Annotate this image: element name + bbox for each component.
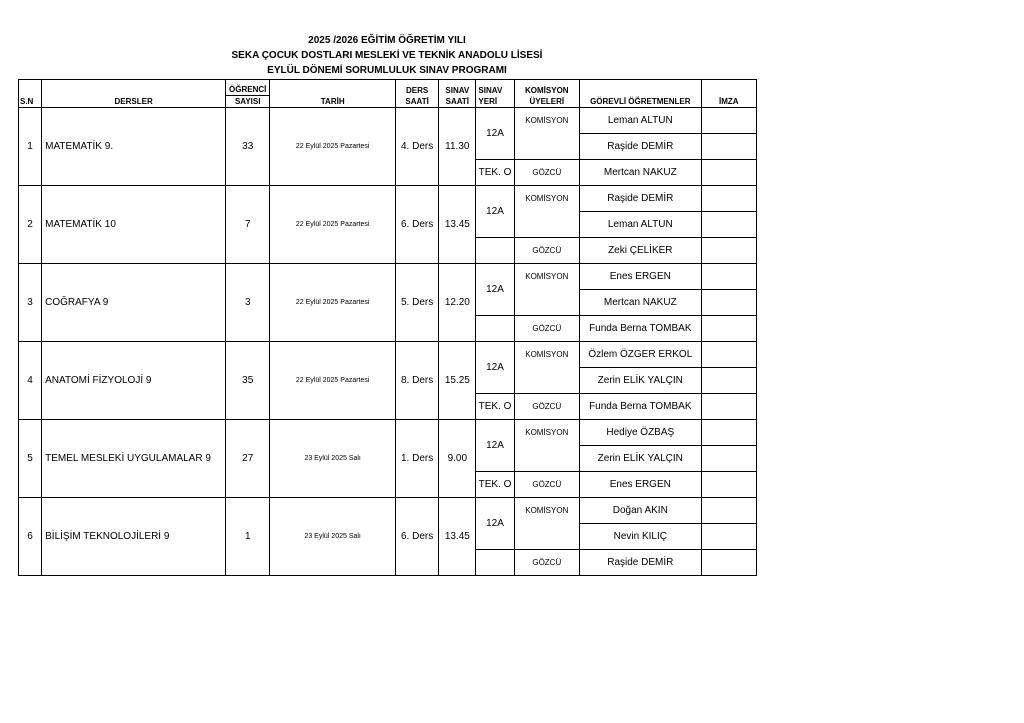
commission-role-cell: KOMİSYON (514, 264, 579, 290)
course-name-cell: MATEMATİK 10 (42, 186, 226, 264)
commission-role-cell (514, 290, 579, 316)
teacher-name-cell: Raşide DEMİR (579, 186, 701, 212)
col-header-gorevli: GÖREVLİ ÖĞRETMENLER (579, 80, 701, 108)
exam-date-cell: 23 Eylül 2025 Salı (270, 498, 396, 576)
commission-role-cell: KOMİSYON (514, 342, 579, 368)
commission-role-cell (514, 212, 579, 238)
exam-room-extra-cell: TEK. O (476, 472, 514, 498)
commission-role-cell: GÖZCÜ (514, 160, 579, 186)
teacher-name-cell: Hediye ÖZBAŞ (579, 420, 701, 446)
teacher-name-cell: Funda Berna TOMBAK (579, 316, 701, 342)
teacher-name-cell: Zeki ÇELİKER (579, 238, 701, 264)
lesson-period-cell: 5. Ders (396, 264, 439, 342)
col-header-komisyon (514, 80, 579, 108)
col-header-ogrenci-line2: SAYISI (226, 95, 269, 107)
program-title: EYLÜL DÖNEMİ SORUMLULUK SINAV PROGRAMI (267, 65, 507, 76)
signature-cell[interactable] (701, 108, 756, 134)
lesson-period-cell: 4. Ders (396, 108, 439, 186)
signature-cell[interactable] (701, 342, 756, 368)
exam-time-cell: 13.45 (439, 498, 476, 576)
exam-room-extra-cell (476, 316, 514, 342)
col-header-ders-saati-line1: DERS (406, 86, 429, 95)
signature-cell[interactable] (701, 498, 756, 524)
course-name-cell: ANATOMİ FİZYOLOJİ 9 (42, 342, 226, 420)
signature-cell[interactable] (701, 446, 756, 472)
col-header-sinav-yeri (476, 80, 514, 108)
exam-room-cell: 12A (476, 420, 514, 472)
commission-role-cell (514, 446, 579, 472)
sn-cell: 3 (19, 264, 42, 342)
exam-time-cell: 13.45 (439, 186, 476, 264)
student-count-cell: 7 (226, 186, 270, 264)
student-count-cell: 1 (226, 498, 270, 576)
sn-cell: 4 (19, 342, 42, 420)
student-count-cell: 27 (226, 420, 270, 498)
table-row (19, 498, 757, 524)
commission-role-cell: GÖZCÜ (514, 238, 579, 264)
col-header-sinav-saati-line2: SAATİ (445, 97, 470, 106)
col-header-tarih: TARİH (270, 80, 396, 108)
lesson-period-cell: 6. Ders (396, 498, 439, 576)
exam-date-cell: 22 Eylül 2025 Pazartesi (270, 186, 396, 264)
exam-schedule-body (19, 108, 757, 576)
exam-date-cell: 22 Eylül 2025 Pazartesi (270, 264, 396, 342)
student-count-cell: 35 (226, 342, 270, 420)
exam-room-cell: 12A (476, 108, 514, 160)
commission-role-cell: KOMİSYON (514, 108, 579, 134)
student-count-cell: 33 (226, 108, 270, 186)
col-header-dersler: DERSLER (42, 80, 226, 108)
course-name-cell: MATEMATİK 9. (42, 108, 226, 186)
signature-cell[interactable] (701, 316, 756, 342)
commission-role-cell: KOMİSYON (514, 420, 579, 446)
col-header-ogrenci-sayisi (226, 80, 270, 108)
table-row (19, 420, 757, 446)
exam-room-cell: 12A (476, 264, 514, 316)
signature-cell[interactable] (701, 186, 756, 212)
signature-cell[interactable] (701, 368, 756, 394)
signature-cell[interactable] (701, 420, 756, 446)
school-name-title: SEKA ÇOCUK DOSTLARI MESLEKİ VE TEKNİK ANADOLU LİSESİ (231, 50, 543, 61)
signature-cell[interactable] (701, 394, 756, 420)
signature-cell[interactable] (701, 264, 756, 290)
course-name-cell: COĞRAFYA 9 (42, 264, 226, 342)
student-count-cell: 3 (226, 264, 270, 342)
exam-date-cell: 22 Eylül 2025 Pazartesi (270, 342, 396, 420)
commission-role-cell: GÖZCÜ (514, 550, 579, 576)
exam-time-cell: 11.30 (439, 108, 476, 186)
teacher-name-cell: Leman ALTUN (579, 108, 701, 134)
signature-cell[interactable] (701, 134, 756, 160)
col-header-imza: İMZA (701, 80, 756, 108)
col-header-sinav-yeri-line1: SINAV (478, 86, 503, 95)
document-title-block (0, 33, 756, 78)
signature-cell[interactable] (701, 290, 756, 316)
teacher-name-cell: Zerin ELİK YALÇIN (579, 446, 701, 472)
commission-role-cell: GÖZCÜ (514, 316, 579, 342)
commission-role-cell: KOMİSYON (514, 186, 579, 212)
teacher-name-cell: Özlem ÖZGER ERKOL (579, 342, 701, 368)
teacher-name-cell: Enes ERGEN (579, 472, 701, 498)
course-name-cell: TEMEL MESLEKİ UYGULAMALAR 9 (42, 420, 226, 498)
col-header-sinav-saati-line1: SINAV (445, 86, 470, 95)
teacher-name-cell: Funda Berna TOMBAK (579, 394, 701, 420)
col-header-sinav-saati (439, 80, 476, 108)
col-header-komisyon-line2: ÜYELERİ (529, 97, 565, 106)
commission-role-cell: GÖZCÜ (514, 394, 579, 420)
exam-room-extra-cell (476, 550, 514, 576)
exam-room-cell: 12A (476, 186, 514, 238)
commission-role-cell (514, 524, 579, 550)
teacher-name-cell: Mertcan NAKUZ (579, 160, 701, 186)
col-header-sinav-yeri-line2: YERİ (478, 97, 498, 106)
exam-room-extra-cell: TEK. O (476, 160, 514, 186)
exam-time-cell: 15.25 (439, 342, 476, 420)
teacher-name-cell: Leman ALTUN (579, 212, 701, 238)
table-row (19, 108, 757, 134)
lesson-period-cell: 1. Ders (396, 420, 439, 498)
commission-role-cell (514, 368, 579, 394)
signature-cell[interactable] (701, 212, 756, 238)
exam-schedule-table (18, 79, 757, 576)
signature-cell[interactable] (701, 524, 756, 550)
sn-cell: 5 (19, 420, 42, 498)
col-header-ders-saati-line2: SAATİ (405, 97, 429, 106)
table-row (19, 186, 757, 212)
exam-room-extra-cell: TEK. O (476, 394, 514, 420)
teacher-name-cell: Nevin KILIÇ (579, 524, 701, 550)
signature-cell[interactable] (701, 238, 756, 264)
teacher-name-cell: Raşide DEMİR (579, 134, 701, 160)
lesson-period-cell: 6. Ders (396, 186, 439, 264)
col-header-ders-saati (396, 80, 439, 108)
course-name-cell: BİLİŞİM TEKNOLOJİLERİ 9 (42, 498, 226, 576)
table-header-row (19, 80, 757, 108)
teacher-name-cell: Enes ERGEN (579, 264, 701, 290)
exam-room-cell: 12A (476, 342, 514, 394)
sn-cell: 2 (19, 186, 42, 264)
signature-cell[interactable] (701, 160, 756, 186)
exam-time-cell: 12.20 (439, 264, 476, 342)
table-row (19, 342, 757, 368)
commission-role-cell (514, 134, 579, 160)
exam-date-cell: 23 Eylül 2025 Salı (270, 420, 396, 498)
exam-room-cell: 12A (476, 498, 514, 550)
table-row (19, 264, 757, 290)
academic-year-title: 2025 /2026 EĞİTİM ÖĞRETİM YILI (308, 35, 466, 46)
sn-cell: 6 (19, 498, 42, 576)
col-header-sn: S.N (19, 80, 42, 108)
exam-date-cell: 22 Eylül 2025 Pazartesi (270, 108, 396, 186)
col-header-ogrenci-line1: ÖĞRENCİ (229, 85, 267, 94)
signature-cell[interactable] (701, 550, 756, 576)
col-header-komisyon-line1: KOMİSYON (525, 86, 569, 95)
commission-role-cell: GÖZCÜ (514, 472, 579, 498)
teacher-name-cell: Raşide DEMİR (579, 550, 701, 576)
exam-room-extra-cell (476, 238, 514, 264)
commission-role-cell: KOMİSYON (514, 498, 579, 524)
teacher-name-cell: Doğan AKIN (579, 498, 701, 524)
signature-cell[interactable] (701, 472, 756, 498)
exam-time-cell: 9.00 (439, 420, 476, 498)
lesson-period-cell: 8. Ders (396, 342, 439, 420)
sn-cell: 1 (19, 108, 42, 186)
teacher-name-cell: Zerin ELİK YALÇIN (579, 368, 701, 394)
teacher-name-cell: Mertcan NAKUZ (579, 290, 701, 316)
